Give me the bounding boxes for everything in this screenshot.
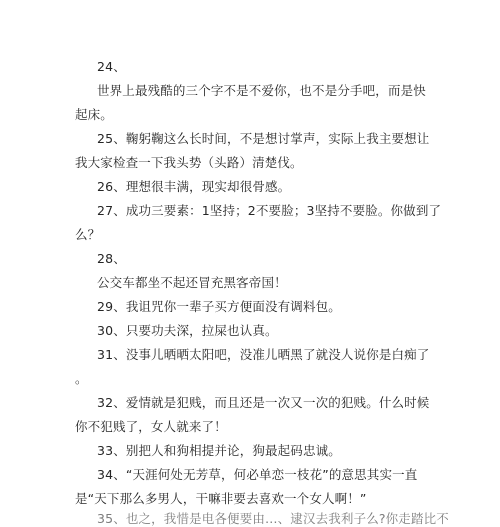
text-line: 公交车都坐不起还冒充黑客帝国！: [97, 275, 287, 290]
text-line: 世界上最残酷的三个字不是不爱你，也不是分手吧，而是快: [97, 83, 426, 98]
text-line: 我大家检查一下我头势（头路）清楚伐。: [75, 155, 303, 170]
text-line: 30、只要功夫深，拉屎也认真。: [97, 323, 278, 338]
text-line: 24、: [97, 59, 126, 74]
text-line: 26、理想很丰满，现实却很骨感。: [97, 179, 291, 194]
text-line: 32、爱情就是犯贱，而且还是一次又一次的犯贱。什么时候: [97, 395, 430, 410]
text-line: 你不犯贱了，女人就来了！: [75, 419, 227, 434]
text-line: 起床。: [75, 107, 113, 122]
text-line: 34、“天涯何处无芳草，何必单恋一枝花”的意思其实一直: [97, 467, 418, 482]
text-line: 33、别把人和狗相提并论，狗最起码忠诚。: [97, 443, 341, 458]
text-line: 25、鞠躬鞠这么长时间，不是想讨掌声，实际上我主要想让: [97, 131, 430, 146]
text-line: 28、: [97, 251, 126, 266]
text-line: 么？: [75, 227, 101, 242]
text-line: 31、没事儿晒晒太阳吧，没准儿晒黑了就没人说你是白痴了: [97, 347, 430, 362]
text-line-cut-off: 35、也之，我惜是电各便要由…、逮汉去我利子么?你走踏比不: [97, 511, 449, 526]
text-line: 是“天下那么多男人，干嘛非要去喜欢一个女人啊！”: [75, 491, 367, 506]
text-line: 。: [75, 371, 88, 386]
text-line: 27、成功三要素：1坚持；2不要脸；3坚持不要脸。你做到了: [97, 203, 442, 218]
text-line: 29、我诅咒你一辈子买方便面没有调料包。: [97, 299, 341, 314]
